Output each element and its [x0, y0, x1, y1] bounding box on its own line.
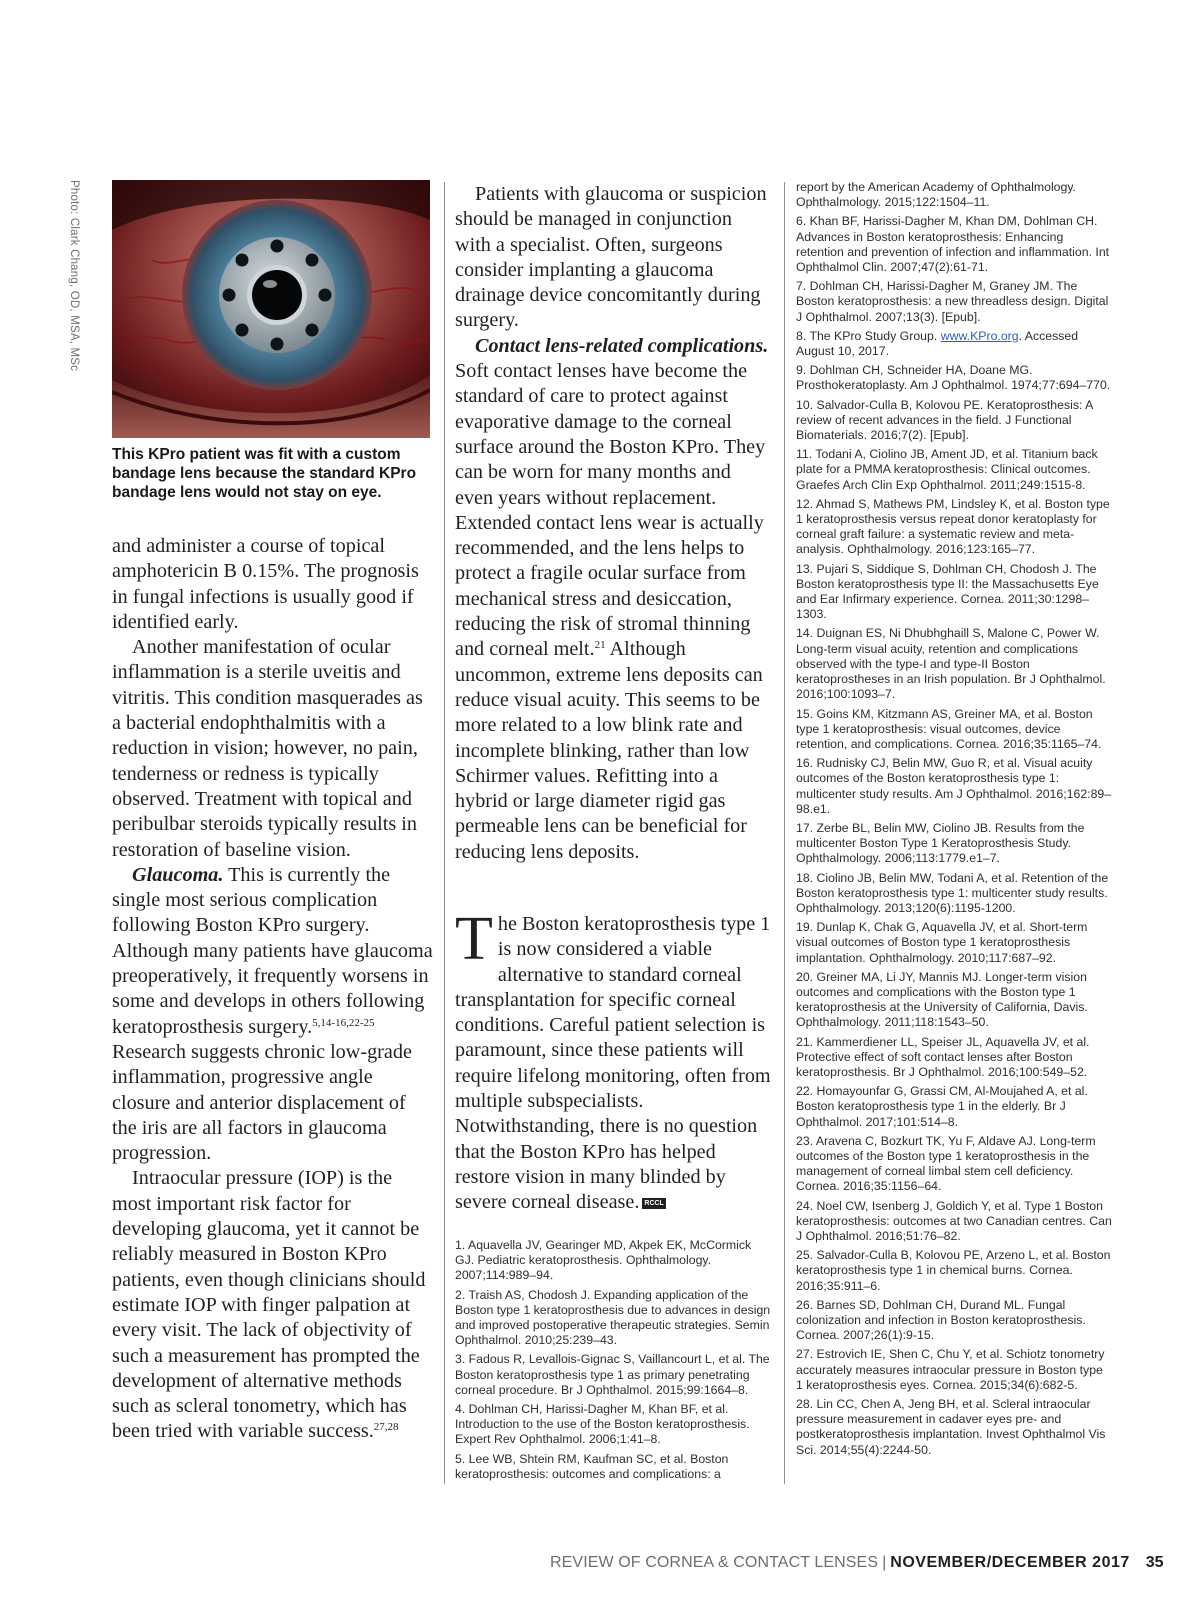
kpro-link[interactable]: www.KPro.org	[940, 328, 1019, 343]
reference-items-9-28	[796, 363, 1112, 1458]
paragraph-contact-lens	[455, 334, 771, 865]
reference-item: 17. Zerbe BL, Belin MW, Ciolino JB. Results from the multicenter Boston Type 1 Keratoprosthesis Study. Ophthalmology. 2006;113:1779.e1–7.	[796, 820, 1085, 866]
column-rule-right	[784, 182, 785, 1484]
issue-date: NOVEMBER/DECEMBER 2017	[890, 1554, 1130, 1571]
reference-item: 26. Barnes SD, Dohlman CH, Durand ML. Fungal colonization and infection in Boston keratoprosthesis. Cornea. 2007;26(1):9-15.	[796, 1297, 1086, 1343]
footer-separator: |	[882, 1554, 887, 1571]
reference-item: 21. Kammerdiener LL, Speiser JL, Aquavella JV, et al. Protective effect of soft contact lenses after Boston keratoprosthesis. Br J Ophthalmol. 2016;100:549–52.	[796, 1034, 1090, 1079]
paragraph-text: Intraocular pressure (IOP) is the most important risk factor for developing glaucoma, yet it cannot be reliably measured in Boston KPro patients, even though clinicians should estimate IOP with finger palpation at every visit. The lack of objectivity of such a measurement has prompted the development of alternative methods such as scleral tonometry, which has been tried with variable success.	[112, 1167, 426, 1443]
reference-text: 8. The KPro Study Group.	[796, 328, 941, 343]
reference-item: 4. Dohlman CH, Harissi-Dagher M, Khan BF, et al. Introduction to the use of the Boston keratoprosthesis. Expert Rev Ophthalmol. 2006;1:41–8.	[455, 1402, 750, 1447]
reference-item: 6. Khan BF, Harissi-Dagher M, Khan DM, Dohlman CH. Advances in Boston keratoprosthesis: Enhancing retention and prevention of infection and inflammation. Int Ophthalmol Clin. 2007;47(2):61-71.	[796, 214, 1110, 275]
magazine-name: REVIEW OF CORNEA & CONTACT LENSES	[550, 1554, 879, 1571]
reference-item: 20. Greiner MA, Li JY, Mannis MJ. Longer-term vision outcomes and complications with the Boston type 1 keratoprosthesis at the University of California, Davis. Ophthalmology. 2011;118:1543–50.	[796, 969, 1088, 1030]
reference-item: 11. Todani A, Ciolino JB, Ament JD, et al. Titanium back plate for a PMMA keratoprosthesis: Clinical outcomes. Graefes Arch Clin Exp Ophthalmol. 2011;249:1515-8.	[796, 447, 1098, 492]
reference-item: 27. Estrovich IE, Shen C, Chu Y, et al. Schiotz tonometry accurately measures intraocular pressure in Boston type 1 keratoprosthesis eyes. Cornea. 2015;34(6):682-5.	[796, 1347, 1105, 1392]
reference-item: 12. Ahmad S, Mathews PM, Lindsley K, et al. Boston type 1 keratoprosthesis versus repeat donor keratoplasty for corneal graft failure: a systematic review and meta-analysis. Ophthalmology. 2016;123:165–77.	[796, 496, 1110, 557]
paragraph-glaucoma	[112, 863, 434, 1167]
drop-cap: T	[455, 905, 493, 973]
reference-item: 22. Homayounfar G, Grassi CM, Al-Moujahed A, et al. Boston keratoprosthesis type 1 in the elderly. Br J Ophthalmol. 2017;101:514–8.	[796, 1084, 1088, 1129]
section-heading-glaucoma: Glaucoma.	[132, 863, 224, 886]
reference-item: 23. Aravena C, Bozkurt TK, Yu F, Aldave AJ. Long-term outcomes of the Boston type 1 keratoprosthesis in the management of corneal limbal stem cell deficiency. Cornea. 2016;35:1156–64.	[796, 1133, 1096, 1194]
reference-text: . Accessed August 10, 2017.	[796, 328, 1079, 359]
reference-item: 1. Aquavella JV, Gearinger MD, Akpek EK, McCormick GJ. Pediatric keratoprosthesis. Ophthalmology. 2007;114:989–94.	[455, 1238, 752, 1283]
photo-credit: Photo: Clark Chang, OD, MSA, MSc	[68, 180, 80, 372]
kpro-eye-photo	[112, 180, 430, 438]
citation-superscript: 21	[594, 639, 606, 652]
reference-item: 15. Goins KM, Kitzmann AS, Greiner MA, et al. Boston type 1 keratoprosthesis: visual outcomes, device retention, and complications. Cornea. 2016;35:1165–74.	[796, 706, 1102, 751]
reference-item: 9. Dohlman CH, Schneider HA, Doane MG. Prosthokeratoplasty. Am J Ophthalmol. 1974;77:694–770.	[796, 363, 1111, 393]
body-column-1	[112, 534, 434, 1445]
reference-item: 19. Dunlap K, Chak G, Aquavella JV, et al. Short-term visual outcomes of Boston type 1 keratoprosthesis implantation. Ophthalmology. 2010;117:687–92.	[796, 920, 1088, 965]
reference-item	[796, 329, 1112, 359]
reference-item: 7. Dohlman CH, Harissi-Dagher M, Graney JM. The Boston keratoprosthesis: a new threadless design. Digital J Ophthalmol. 2007;13(3). [Epub].	[796, 279, 1109, 324]
references-list-1	[455, 1238, 771, 1486]
eye-image	[112, 180, 430, 438]
page-number: 35	[1145, 1554, 1164, 1571]
citation-superscript: 27,28	[373, 1421, 399, 1434]
reference-item: 28. Lin CC, Chen A, Jeng BH, et al. Scleral intraocular pressure measurement in cadaver eyes pre- and postkeratoprosthesis implantation. Invest Ophthalmol Vis Sci. 2014;55(4):2244-50.	[796, 1397, 1106, 1457]
section-heading-contact-lens: Contact lens-related complications.	[475, 334, 769, 357]
page-footer	[550, 1554, 1164, 1572]
body-column-2	[455, 182, 771, 865]
references-list-2	[796, 180, 1112, 1462]
citation-superscript: 5,14-16,22-25	[312, 1016, 375, 1029]
column-rule-left	[444, 182, 445, 1484]
end-mark-logo: RCCL	[644, 1200, 664, 1208]
paragraph-text: Research suggests chronic low-grade inflammation, progressive angle closure and anterior displacement of the iris are all factors in glaucoma progression.	[112, 1040, 412, 1165]
reference-item: 24. Noel CW, Isenberg J, Goldich Y, et al. Type 1 Boston keratoprosthesis: outcomes at two Canadian centres. Can J Ophthalmol. 2016;51:76–82.	[796, 1198, 1112, 1243]
paragraph-text: he Boston keratoprosthesis type 1 is now considered a viable alternative to standard corneal transplantation for specific corneal conditions. Careful patient selection is paramount, since these patients will require lifelong monitoring, often from multiple subspecialists. Notwithstanding, there is no question that the Boston KPro has helped restore vision in many blinded by severe corneal disease.	[455, 913, 771, 1214]
reference-item: 5. Lee WB, Shtein RM, Kaufman SC, et al. Boston keratoprosthesis: outcomes and complications: a	[455, 1451, 729, 1481]
photo-caption: This KPro patient was fit with a custom bandage lens because the standard KPro bandage lens would not stay on eye.	[112, 446, 417, 501]
reference-item: 3. Fadous R, Levallois-Gignac S, Vaillancourt L, et al. The Boston keratoprosthesis type 1 as primary penetrating corneal procedure. Br J Ophthalmol. 2015;99:1664–8.	[455, 1352, 770, 1397]
paragraph-text: This is currently the single most serious complication following Boston KPro surgery. Although many patients have glaucoma preoperatively, it frequently worsens in some and develops in others following keratoprosthesis surgery.	[112, 863, 433, 1038]
paragraph-iop	[112, 1166, 434, 1444]
paragraph: Patients with glaucoma or suspicion should be managed in conjunction with a specialist. Often, surgeons consider implanting a glaucoma drainage device concomitantly during surgery.	[455, 183, 767, 332]
closing-paragraph	[455, 905, 771, 1216]
reference-item: report by the American Academy of Ophthalmology. Ophthalmology. 2015;122:1504–11.	[796, 180, 1077, 210]
reference-item: 13. Pujari S, Siddique S, Dohlman CH, Chodosh J. The Boston keratoprosthesis type II: the Massachusetts Eye and Ear Infirmary experience. Cornea. 2011;30:1298–1303.	[796, 561, 1099, 622]
reference-item: 14. Duignan ES, Ni Dhubhghaill S, Malone C, Power W. Long-term visual acuity, retention and complications observed with the type-I and type-II Boston keratoprostheses in an Irish population. Br J Ophthalmol. 2016;100:1093–7.	[796, 626, 1106, 702]
paragraph: Another manifestation of ocular inflammation is a sterile uveitis and vitritis. This condition masquerades as a bacterial endophthalmitis with a reduction in vision; however, no pain, tenderness or redness is typically observed. Treatment with topical and peribulbar steroids typically results in restoration of baseline vision.	[112, 636, 423, 861]
reference-item: 16. Rudnisky CJ, Belin MW, Guo R, et al. Visual acuity outcomes of the Boston keratoprosthesis type 1: multicenter study results. Am J Ophthalmol. 2016;162:89–98.e1.	[796, 756, 1112, 816]
reference-item: 2. Traish AS, Chodosh J. Expanding application of the Boston type 1 keratoprosthesis due to advances in design and improved postoperative therapeutic strategies. Semin Ophthalmol. 2010;25:239–43.	[455, 1287, 771, 1348]
paragraph-text: Although uncommon, extreme lens deposits can reduce visual acuity. This seems to be more related to a low blink rate and incomplete blinking, rather than low Schirmer values. Refitting into a hybrid or large diameter rigid gas permeable lens can be beneficial for reducing lens deposits.	[455, 638, 763, 863]
paragraph-text: Soft contact lenses have become the standard of care to protect against evaporative damage to the corneal surface around the Boston KPro. They can be worn for many months and even years without replacement. Extended contact lens wear is actually recommended, and the lens helps to protect a fragile ocular surface from mechanical stress and desiccation, reducing the risk of stromal thinning and corneal melt.	[455, 360, 766, 661]
reference-item: 18. Ciolino JB, Belin MW, Todani A, et al. Retention of the Boston keratoprosthesis type 1: multicenter study results. Ophthalmology. 2013;120(6):1195-1200.	[796, 870, 1109, 915]
reference-item: 25. Salvador-Culla B, Kolovou PE, Arzeno L, et al. Boston keratoprosthesis type 1 in chemical burns. Cornea. 2016;35:911–6.	[796, 1248, 1111, 1293]
paragraph: and administer a course of topical amphotericin B 0.15%. The prognosis in fungal infections is usually good if identified early.	[112, 535, 419, 633]
reference-item: 10. Salvador-Culla B, Kolovou PE. Keratoprosthesis: A review of recent advances in the field. J Functional Biomaterials. 2016;7(2). [Epub].	[796, 397, 1093, 443]
